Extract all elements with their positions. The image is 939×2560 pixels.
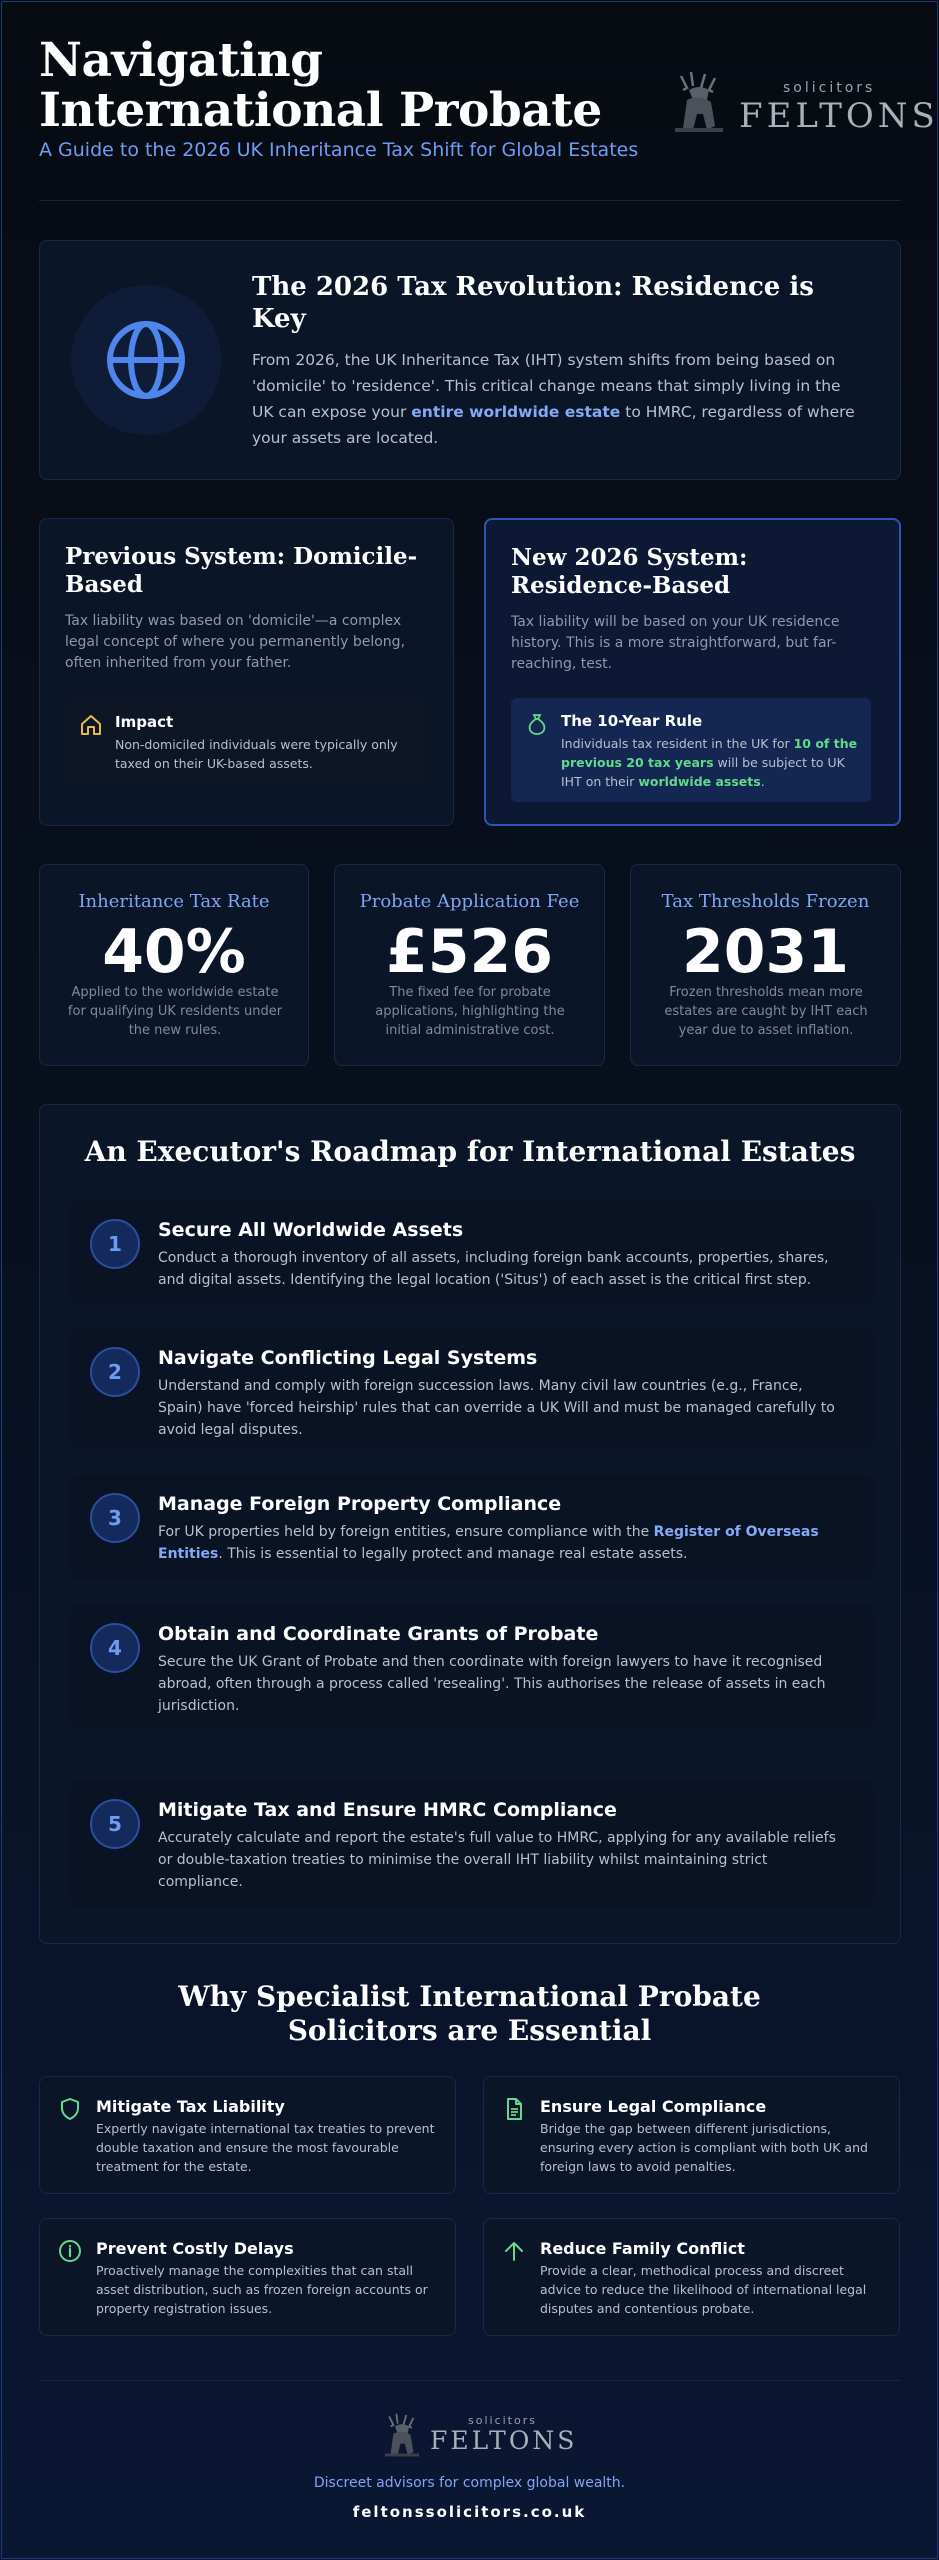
step-text: Secure the UK Grant of Probate and then coordinate with foreign lawyers to have it recognised abroad, often through a process called 'resealing'. This authorises the release of assets in each jurisdiction. xyxy=(158,1654,826,1714)
stag-logo-icon xyxy=(671,70,727,134)
globe-badge xyxy=(71,285,221,435)
page-subtitle: A Guide to the 2026 UK Inheritance Tax Shift for Global Estates xyxy=(39,139,639,161)
impact-box xyxy=(65,699,425,785)
step-number: 4 xyxy=(90,1623,140,1673)
footer-logo-wordmark: FELTONS xyxy=(430,2426,578,2455)
footer-website-link[interactable]: feltonssolicitors.co.uk xyxy=(352,2503,587,2521)
step-number: 5 xyxy=(90,1799,140,1849)
step-text: Accurately calculate and report the estate's full value to HMRC, applying for any available reliefs or double-taxation treaties to minimise the overall IHT liability whilst maintaining strict compliance. xyxy=(158,1830,836,1890)
stat-desc: Applied to the worldwide estate for qualifying UK residents under the new rules. xyxy=(67,985,283,1038)
roadmap-step xyxy=(70,1201,874,1305)
stat-value: £526 xyxy=(386,917,553,987)
roadmap-title: An Executor's Roadmap for International Estates xyxy=(84,1135,856,1168)
shield-icon xyxy=(58,2097,82,2121)
register-link[interactable]: Register of Overseas Entities xyxy=(158,1524,819,1562)
new-system-text: Tax liability will be based on your UK residence history. This is a more straightforward, but far-reaching, test. xyxy=(511,614,840,672)
why-card-title: Reduce Family Conflict xyxy=(540,2239,745,2258)
residence-text-part: From 2026, the UK Inheritance Tax (IHT) system shifts from being based on 'domicile' to 'residence'. This critical change means that simply living in the UK can expose your xyxy=(252,351,841,421)
logo-wordmark: FELTONS xyxy=(739,96,939,136)
footer-logo xyxy=(382,2410,578,2460)
rule-text-part: Individuals tax resident in the UK for xyxy=(561,736,794,751)
previous-system-card xyxy=(39,518,454,826)
stat-label: Tax Thresholds Frozen xyxy=(661,891,870,912)
why-card xyxy=(483,2218,900,2336)
why-card-text: Proactively manage the complexities that can stall asset distribution, such as frozen foreign accounts or property registration issues. xyxy=(96,2263,428,2316)
stat-value: 2031 xyxy=(682,917,849,987)
roadmap-step xyxy=(70,1329,874,1449)
why-card-text: Bridge the gap between different jurisdictions, ensuring every action is compliant with both UK and foreign laws to avoid penalties. xyxy=(540,2121,868,2174)
house-icon xyxy=(79,713,103,737)
info-icon xyxy=(58,2239,82,2263)
residence-highlight: entire worldwide estate xyxy=(411,403,621,421)
residence-card xyxy=(39,240,901,480)
impact-text: Non-domiciled individuals were typically only taxed on their UK-based assets. xyxy=(115,737,398,771)
header xyxy=(39,33,939,166)
roadmap-card xyxy=(39,1104,901,1944)
step-title: Secure All Worldwide Assets xyxy=(158,1219,464,1241)
why-card-title: Ensure Legal Compliance xyxy=(540,2097,767,2116)
stag-logo-icon xyxy=(382,2412,422,2458)
ten-year-rule-text xyxy=(561,734,866,791)
why-card-title: Mitigate Tax Liability xyxy=(96,2097,285,2116)
money-bag-icon xyxy=(525,712,549,736)
step-text: Conduct a thorough inventory of all assets, including foreign bank accounts, properties, shares, and digital assets. Identifying the legal location ('Situs') of each asset is the critical first step. xyxy=(158,1250,829,1288)
roadmap-step xyxy=(70,1781,874,1907)
feltons-logo xyxy=(671,70,939,136)
step-title: Navigate Conflicting Legal Systems xyxy=(158,1347,538,1369)
rule-text-part: will be subject to UK IHT on their xyxy=(561,755,845,789)
footer-logo-subtext: solicitors xyxy=(468,2414,537,2427)
why-card-text: Provide a clear, methodical process and discreet advice to reduce the likelihood of international legal disputes and contentious probate. xyxy=(540,2263,867,2316)
arrow-up-icon xyxy=(502,2239,526,2263)
page-title: Navigating International Probate xyxy=(39,33,602,138)
globe-icon xyxy=(106,320,186,400)
why-card xyxy=(39,2218,456,2336)
residence-title: The 2026 Tax Revolution: Residence is Key xyxy=(252,272,814,334)
roadmap-step xyxy=(70,1605,874,1729)
step-number: 2 xyxy=(90,1347,140,1397)
rule-highlight: 10 of the previous 20 tax years xyxy=(561,736,858,770)
stat-desc: The fixed fee for probate applications, highlighting the initial administrative cost. xyxy=(375,985,565,1038)
step-text xyxy=(158,1521,848,1565)
why-title-text: Why Specialist International Probate Solicitors are Essential xyxy=(178,1980,761,2047)
new-system-title: New 2026 System: Residence-Based xyxy=(511,544,748,599)
step-title: Mitigate Tax and Ensure HMRC Compliance xyxy=(158,1799,617,1821)
document-icon xyxy=(502,2097,526,2121)
step-number: 1 xyxy=(90,1219,140,1269)
residence-text-part: to HMRC, regardless of where your assets are located. xyxy=(252,403,855,447)
stat-label: Inheritance Tax Rate xyxy=(78,891,270,912)
stat-card-probate-fee xyxy=(334,864,605,1066)
residence-text xyxy=(252,347,867,451)
step-title: Manage Foreign Property Compliance xyxy=(158,1493,562,1515)
stat-value: 40% xyxy=(102,917,246,987)
ten-year-rule-box xyxy=(511,698,871,802)
step-text: Understand and comply with foreign succession laws. Many civil law countries (e.g., France, Spain) have 'forced heirship' rules that can override a UK Will and must be managed carefully to avoid legal disputes. xyxy=(158,1378,835,1438)
step-text-part: . This is essential to legally protect and manage real estate assets. xyxy=(218,1546,688,1562)
stat-label: Probate Application Fee xyxy=(359,891,580,912)
footer-tagline: Discreet advisors for complex global wealth. xyxy=(313,2475,626,2491)
previous-system-title: Previous System: Domicile-Based xyxy=(65,543,418,598)
rule-highlight: worldwide assets xyxy=(638,774,761,789)
why-card xyxy=(39,2076,456,2194)
step-title: Obtain and Coordinate Grants of Probate xyxy=(158,1623,599,1645)
previous-system-text: Tax liability was based on 'domicile'—a complex legal concept of where you permanently belong, often inherited from your father. xyxy=(65,613,406,671)
logo-subtext: solicitors xyxy=(783,80,876,96)
why-card-text: Expertly navigate international tax treaties to prevent double taxation and ensure the most favourable treatment for the estate. xyxy=(96,2121,435,2174)
why-card-title: Prevent Costly Delays xyxy=(96,2239,294,2258)
step-text-part: For UK properties held by foreign entities, ensure compliance with the xyxy=(158,1524,654,1540)
stat-desc: Frozen thresholds mean more estates are caught by IHT each year due to asset inflation. xyxy=(664,985,868,1038)
rule-text-part: . xyxy=(760,774,765,789)
new-system-card xyxy=(484,518,901,826)
why-title xyxy=(0,1980,939,2048)
stat-card-thresholds xyxy=(630,864,901,1066)
divider xyxy=(39,2380,901,2381)
step-number: 3 xyxy=(90,1493,140,1543)
why-card xyxy=(483,2076,900,2194)
ten-year-rule-title: The 10-Year Rule xyxy=(561,712,703,730)
impact-title: Impact xyxy=(115,713,174,731)
stat-card-tax-rate xyxy=(39,864,309,1066)
roadmap-step xyxy=(70,1475,874,1579)
divider xyxy=(39,200,901,201)
